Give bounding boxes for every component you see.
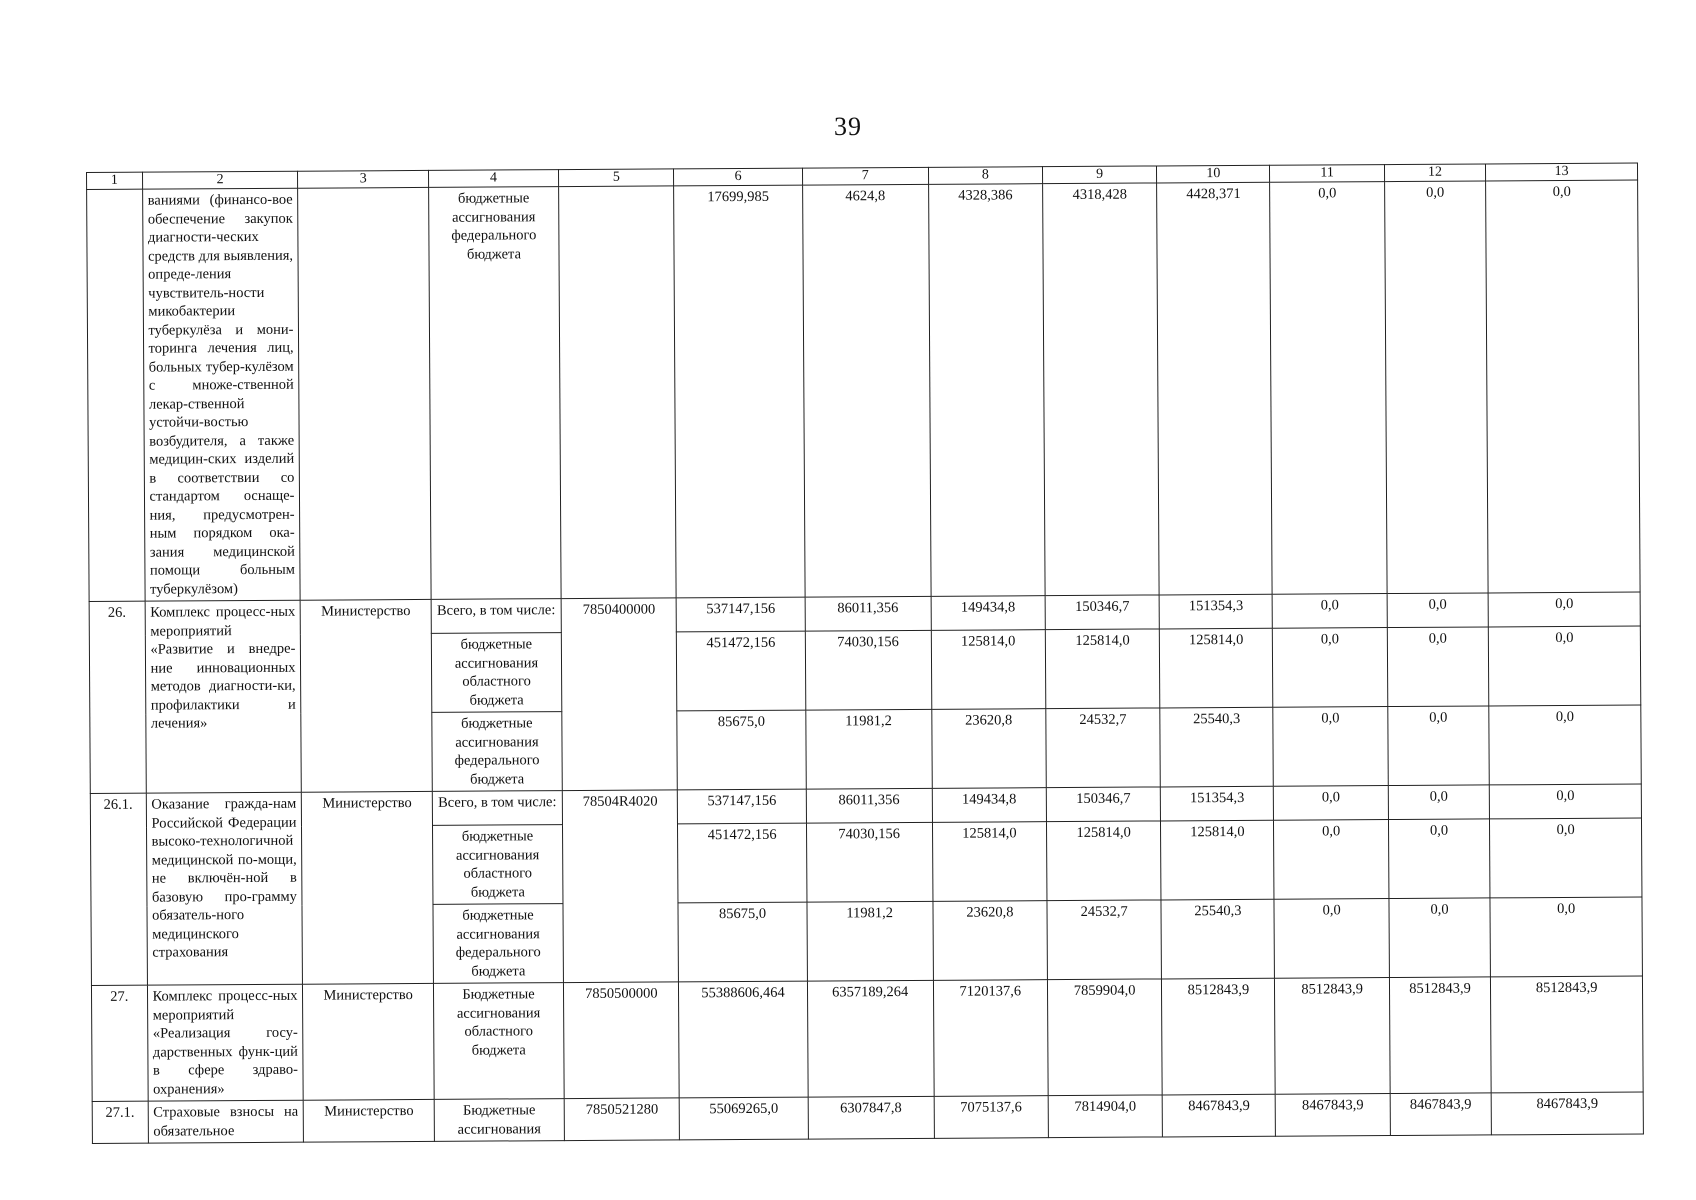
- value-cell: 4428,371: [1157, 182, 1273, 595]
- column-header: 9: [1042, 166, 1156, 184]
- row-funding-source: бюджетные ассигнования федерального бюджета: [428, 187, 561, 600]
- value-cell: 125814,0: [1045, 629, 1160, 709]
- value-cell: 23620,8: [933, 901, 1048, 981]
- value-cell: 8467843,9: [1162, 1094, 1275, 1137]
- row-executor: Министерство: [304, 1099, 435, 1142]
- value-cell: 151354,3: [1161, 786, 1274, 821]
- value-cell: 85675,0: [678, 902, 807, 982]
- value-cell: 451472,156: [677, 631, 806, 711]
- column-header: 7: [802, 167, 928, 185]
- row-funding-source: бюджетные ассигнования областного бюджета: [432, 825, 563, 905]
- value-cell: 0,0: [1490, 897, 1642, 977]
- row-executor: Министерство: [302, 791, 433, 984]
- page-number: 39: [834, 112, 862, 141]
- value-cell: 125814,0: [932, 822, 1047, 902]
- value-cell: 7120137,6: [933, 980, 1048, 1097]
- column-header: 3: [298, 170, 428, 188]
- value-cell: 6357189,264: [807, 980, 934, 1097]
- budget-table: [86, 163, 1644, 1144]
- row-funding-source: Бюджетные ассигнования областного бюджета: [433, 983, 564, 1100]
- value-cell: 0,0: [1486, 180, 1640, 593]
- value-cell: 0,0: [1274, 786, 1388, 821]
- value-cell: 150346,7: [1046, 787, 1160, 822]
- value-cell: 0,0: [1273, 707, 1388, 787]
- value-cell: 0,0: [1388, 706, 1490, 786]
- row-code: [559, 186, 677, 599]
- value-cell: 537147,156: [678, 789, 806, 824]
- column-header: 2: [142, 171, 298, 189]
- value-cell: 0,0: [1489, 626, 1641, 706]
- value-cell: 125814,0: [1161, 820, 1275, 900]
- value-cell: 0,0: [1489, 784, 1641, 819]
- value-cell: 4328,386: [928, 184, 1045, 597]
- row-code: 7850500000: [564, 982, 680, 1099]
- value-cell: 0,0: [1387, 627, 1489, 707]
- column-header: 11: [1270, 165, 1384, 183]
- value-cell: 0,0: [1273, 628, 1388, 708]
- row-description: Страховые взносы на обязательное: [148, 1100, 304, 1143]
- value-cell: 4624,8: [802, 184, 931, 597]
- value-cell: 537147,156: [677, 597, 805, 632]
- value-cell: 0,0: [1384, 181, 1488, 594]
- value-cell: 150346,7: [1045, 595, 1159, 630]
- column-header: 8: [928, 167, 1042, 185]
- row-number: 27.1.: [92, 1101, 148, 1143]
- column-header: 12: [1384, 164, 1486, 182]
- row-funding-source: бюджетные ассигнования федерального бюджета: [433, 904, 564, 984]
- value-cell: 8512843,9: [1389, 977, 1491, 1094]
- value-cell: 151354,3: [1159, 594, 1272, 629]
- value-cell: 55069265,0: [680, 1097, 808, 1140]
- row-description: Оказание гражда-нам Российской Федерации высоко-технологичной медицинской по-мощи, не включён-ной в базовую про-грамму обязатель-ного медицинского страхования: [146, 792, 303, 985]
- row-code: 7850521280: [564, 1098, 680, 1141]
- value-cell: 7075137,6: [934, 1096, 1049, 1139]
- row-code: 7850400000: [561, 598, 678, 791]
- row-funding-source: Всего, в том числе:: [432, 791, 563, 826]
- column-header: 6: [674, 168, 802, 186]
- value-cell: 0,0: [1274, 899, 1389, 979]
- row-number: [87, 189, 145, 601]
- value-cell: 24532,7: [1047, 900, 1162, 980]
- column-header: 10: [1157, 165, 1270, 183]
- row-code: 78504R4020: [562, 790, 679, 983]
- value-cell: 8467843,9: [1491, 1092, 1643, 1135]
- value-cell: 25540,3: [1160, 707, 1274, 787]
- value-cell: 125814,0: [1046, 821, 1161, 901]
- value-cell: 11981,2: [807, 901, 934, 981]
- column-header: 5: [559, 169, 674, 187]
- value-cell: 125814,0: [931, 630, 1046, 710]
- value-cell: 74030,156: [806, 822, 933, 902]
- value-cell: 0,0: [1387, 593, 1489, 628]
- row-number: 26.1.: [90, 793, 147, 985]
- row-description: Комплекс процесс-ных мероприятий «Развитие и внедре-ние инновационных методов диагности-ки, профилактики и лечения»: [145, 600, 302, 793]
- column-header: 1: [87, 172, 143, 189]
- row-funding-source: Бюджетные ассигнования: [434, 1099, 565, 1142]
- value-cell: 86011,356: [805, 596, 931, 631]
- value-cell: 0,0: [1270, 182, 1387, 595]
- value-cell: 451472,156: [678, 823, 807, 903]
- value-cell: 8512843,9: [1162, 978, 1276, 1095]
- value-cell: 0,0: [1274, 820, 1389, 900]
- value-cell: 86011,356: [806, 788, 932, 823]
- column-header: 4: [428, 170, 558, 188]
- value-cell: 8467843,9: [1276, 1094, 1391, 1137]
- value-cell: 7814904,0: [1048, 1095, 1163, 1138]
- value-cell: 0,0: [1490, 818, 1642, 898]
- table-row: [87, 180, 1640, 601]
- row-funding-source: бюджетные ассигнования областного бюджета: [431, 633, 562, 713]
- value-cell: 125814,0: [1160, 628, 1274, 708]
- value-cell: 149434,8: [931, 596, 1045, 631]
- value-cell: 23620,8: [931, 709, 1046, 789]
- table-row: [91, 976, 1643, 1101]
- value-cell: 8512843,9: [1275, 978, 1390, 1095]
- column-header: 13: [1486, 163, 1638, 181]
- value-cell: 6307847,8: [808, 1096, 934, 1139]
- value-cell: 7859904,0: [1047, 979, 1162, 1096]
- value-cell: 0,0: [1388, 785, 1490, 820]
- row-funding-source: бюджетные ассигнования федерального бюджета: [432, 712, 563, 792]
- value-cell: 24532,7: [1046, 708, 1161, 788]
- value-cell: 55388606,464: [679, 981, 808, 1098]
- row-description: Комплекс процесс-ных мероприятий «Реализация госу-дарственных функ-ций в сфере здраво-охранения»: [147, 984, 304, 1101]
- row-funding-source: Всего, в том числе:: [431, 599, 562, 634]
- row-executor: Министерство: [303, 983, 434, 1100]
- value-cell: 0,0: [1273, 594, 1387, 629]
- value-cell: 8467843,9: [1390, 1093, 1492, 1136]
- value-cell: 74030,156: [805, 630, 932, 710]
- value-cell: 85675,0: [677, 710, 806, 790]
- row-description: ваниями (финансо-вое обеспечение закупок диагности-ческих средств для выявления, опреде-ления чувствитель-ности микобактерии туберкулёза и мони-торинга лечения лиц, больных тубер-кулёзом с множе-ственной лекар-ственной устойчи-востью возбудителя, а также медицин-ских изделий в соответствии со стандартом оснаще-ния, предусмотрен-ным порядком ока-зания медицинской помощи больным туберкулёзом): [142, 188, 300, 601]
- value-cell: 0,0: [1489, 705, 1641, 785]
- value-cell: 0,0: [1389, 898, 1491, 978]
- value-cell: 149434,8: [932, 788, 1046, 823]
- value-cell: 11981,2: [805, 709, 932, 789]
- value-cell: 0,0: [1488, 592, 1640, 627]
- row-executor: [298, 187, 431, 600]
- value-cell: 25540,3: [1161, 899, 1275, 979]
- table-row: [92, 1092, 1643, 1143]
- value-cell: 17699,985: [674, 185, 805, 598]
- value-cell: 8512843,9: [1491, 976, 1644, 1093]
- value-cell: 0,0: [1388, 819, 1490, 899]
- value-cell: 4318,428: [1043, 183, 1160, 596]
- row-executor: Министерство: [301, 599, 432, 792]
- row-number: 27.: [91, 985, 147, 1101]
- row-number: 26.: [89, 601, 146, 793]
